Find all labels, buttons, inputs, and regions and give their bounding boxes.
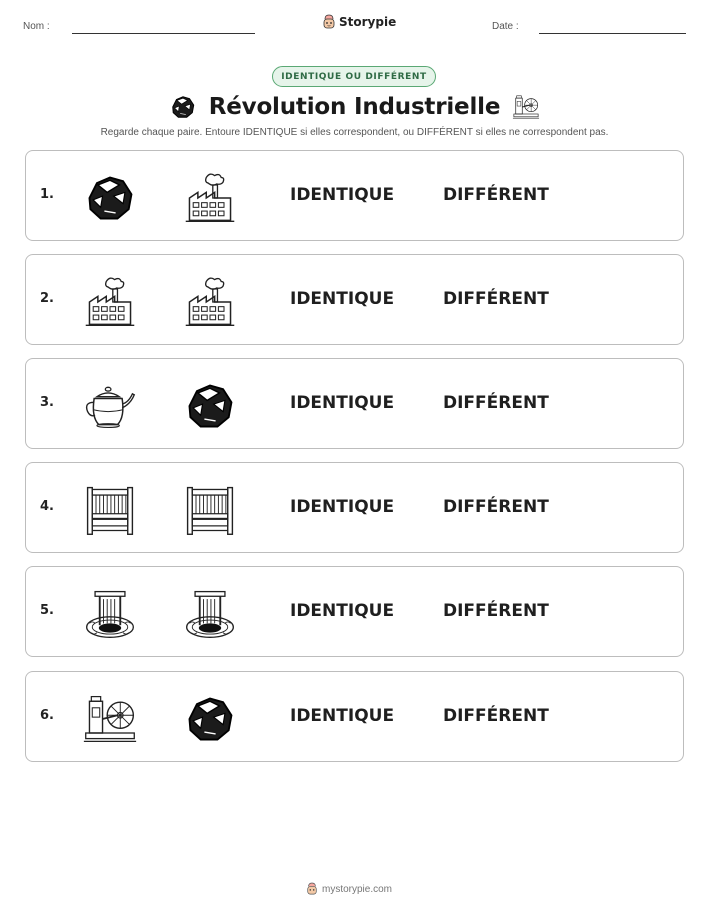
question-row [25,254,684,345]
page-title: Révolution Industrielle [208,94,501,120]
footer [306,880,392,898]
footer-url: mystorypie.com [322,883,393,895]
date-label: Date : [492,21,519,32]
loom-icon [82,482,138,538]
identique-option[interactable]: IDENTIQUE [290,393,395,413]
different-option[interactable]: DIFFÉRENT [443,497,549,517]
name-field[interactable] [72,33,255,34]
mine-shaft-icon [182,586,238,642]
question-row [25,462,684,553]
coal-icon [169,93,197,121]
question-row [25,566,684,657]
coal-icon [82,170,138,226]
worksheet-type-badge [272,66,436,87]
identique-option[interactable]: IDENTIQUE [290,185,395,205]
coal-icon [182,691,238,747]
different-option[interactable]: DIFFÉRENT [443,706,549,726]
factory-icon [82,274,138,330]
question-number: 1. [40,187,54,202]
different-option[interactable]: DIFFÉRENT [443,289,549,309]
steam-engine-icon [82,691,138,747]
teapot-icon [82,378,138,434]
identique-option[interactable]: IDENTIQUE [290,289,395,309]
mine-shaft-icon [82,586,138,642]
question-number: 4. [40,499,54,514]
storypie-mascot-icon [322,14,336,30]
question-row [25,358,684,449]
storypie-mascot-icon [306,882,318,896]
brand-name: Storypie [339,15,397,29]
identique-option[interactable]: IDENTIQUE [290,706,395,726]
title-row [0,89,709,125]
identique-option[interactable]: IDENTIQUE [290,601,395,621]
different-option[interactable]: DIFFÉRENT [443,185,549,205]
brand-logo [322,13,396,31]
steam-engine-icon [512,93,540,121]
factory-icon [182,274,238,330]
name-label: Nom : [23,21,50,32]
date-field[interactable] [539,33,686,34]
question-number: 6. [40,708,54,723]
question-number: 2. [40,291,54,306]
identique-option[interactable]: IDENTIQUE [290,497,395,517]
question-number: 5. [40,603,54,618]
question-row [25,150,684,241]
factory-icon [182,170,238,226]
different-option[interactable]: DIFFÉRENT [443,601,549,621]
loom-icon [182,482,238,538]
question-row [25,671,684,762]
worksheet-type-label: IDENTIQUE OU DIFFÉRENT [281,71,427,82]
coal-icon [182,378,238,434]
question-number: 3. [40,395,54,410]
different-option[interactable]: DIFFÉRENT [443,393,549,413]
instructions: Regarde chaque paire. Entoure IDENTIQUE si elles correspondent, ou DIFFÉRENT si elles ne correspondent pas. [100,127,609,138]
